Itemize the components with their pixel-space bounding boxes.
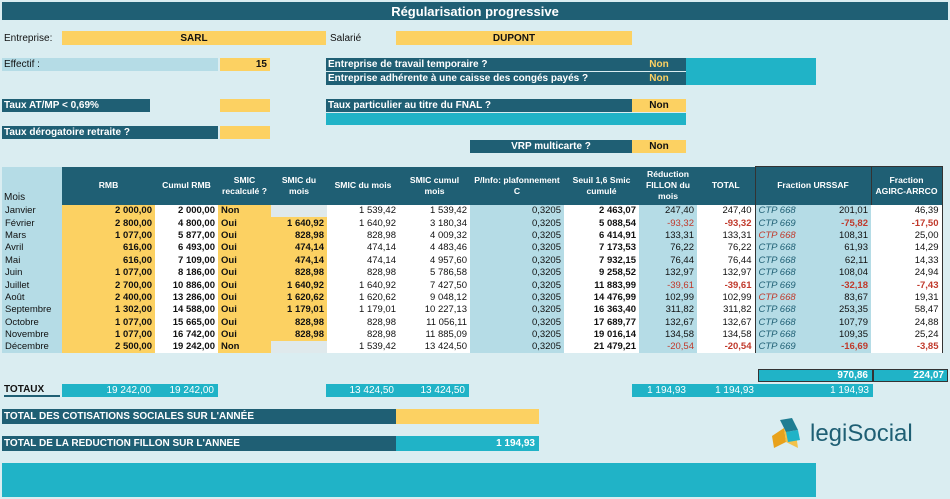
totaux-smic-du-mois: 13 424,50 bbox=[326, 384, 398, 397]
rmb-cell[interactable]: 2 500,00 bbox=[62, 341, 155, 353]
rmb-cell[interactable]: 2 400,00 bbox=[62, 291, 155, 303]
agirc-cell: 25,00 bbox=[871, 229, 942, 241]
logo-cube-icon bbox=[766, 414, 806, 454]
ctp-cell: CTP 668 bbox=[755, 291, 827, 303]
agirc-cell: 14,29 bbox=[871, 242, 942, 254]
urssaf-cell: 107,79 bbox=[827, 316, 871, 328]
seuil-cell: 19 016,14 bbox=[564, 328, 639, 340]
agirc-cell: 14,33 bbox=[871, 254, 942, 266]
rmb-cell[interactable]: 1 302,00 bbox=[62, 304, 155, 316]
agirc-cell: -17,50 bbox=[871, 217, 942, 229]
total-reduction-value: 1 194,93 bbox=[396, 436, 539, 451]
agirc-cell: -3,85 bbox=[871, 341, 942, 353]
totaux-rmb: 19 242,00 bbox=[62, 384, 155, 397]
urssaf-cell: -16,69 bbox=[827, 341, 871, 353]
smic-du-mois-cell[interactable]: 1 620,62 bbox=[271, 291, 327, 303]
agirc-cell: 58,47 bbox=[871, 304, 942, 316]
smic-cumul-cell: 7 427,50 bbox=[399, 279, 470, 291]
pinfo-cell: 0,3205 bbox=[470, 328, 564, 340]
ctp-cell: CTP 669 bbox=[755, 279, 827, 291]
mois-cell: Novembre bbox=[2, 328, 62, 340]
footer-bar bbox=[2, 463, 816, 497]
temporaire-select[interactable]: Non bbox=[632, 58, 686, 71]
table-row bbox=[2, 229, 942, 241]
mois-cell: Février bbox=[2, 217, 62, 229]
totaux-total: 1 194,93 bbox=[690, 384, 758, 397]
cumul-rmb-cell: 16 742,00 bbox=[155, 328, 218, 340]
pinfo-cell: 0,3205 bbox=[470, 217, 564, 229]
pinfo-cell: 0,3205 bbox=[470, 242, 564, 254]
taux-derog-field[interactable] bbox=[220, 126, 270, 139]
smic-cumul-cell: 4 957,60 bbox=[399, 254, 470, 266]
mois-header: Mois bbox=[2, 167, 62, 205]
pinfo-cell: 0,3205 bbox=[470, 254, 564, 266]
salarie-field[interactable]: DUPONT bbox=[396, 31, 632, 45]
table-row bbox=[2, 316, 942, 328]
cumul-rmb-cell: 8 186,00 bbox=[155, 266, 218, 278]
smic-du-mois2-cell: 474,14 bbox=[327, 242, 399, 254]
totaux-label: TOTAUX bbox=[4, 384, 60, 397]
pinfo-cell: 0,3205 bbox=[470, 341, 564, 353]
table-row bbox=[2, 328, 942, 340]
smic-cumul-cell: 11 885,09 bbox=[399, 328, 470, 340]
smic-cumul-cell: 11 056,11 bbox=[399, 316, 470, 328]
agirc-cell: 24,88 bbox=[871, 316, 942, 328]
reduction-cell: 132,97 bbox=[639, 266, 697, 278]
totaux-smic-cumul: 13 424,50 bbox=[398, 384, 469, 397]
mois-cell: Avril bbox=[2, 242, 62, 254]
smic-cumul-cell: 9 048,12 bbox=[399, 291, 470, 303]
ctp-cell: CTP 668 bbox=[755, 304, 827, 316]
smic-du-mois-cell[interactable]: 1 640,92 bbox=[271, 217, 327, 229]
taux-derog-label: Taux dérogatoire retraite ? bbox=[2, 126, 218, 139]
seuil-cell: 7 932,15 bbox=[564, 254, 639, 266]
total-cotisations-value bbox=[396, 409, 539, 424]
total-cell: 134,58 bbox=[697, 328, 755, 340]
smic-du-mois-cell[interactable]: 1 640,92 bbox=[271, 279, 327, 291]
cumul-rmb-cell: 15 665,00 bbox=[155, 316, 218, 328]
cumul-rmb-header: Cumul RMB bbox=[155, 167, 218, 205]
pinfo-cell: 0,3205 bbox=[470, 205, 564, 217]
ctp-cell: CTP 668 bbox=[755, 266, 827, 278]
seuil-header: Seuil 1,6 Smic cumulé bbox=[564, 167, 639, 205]
mois-cell: Octobre bbox=[2, 316, 62, 328]
urssaf-cell: 108,31 bbox=[827, 229, 871, 241]
ctp-cell: CTP 669 bbox=[755, 217, 827, 229]
seuil-cell: 21 479,21 bbox=[564, 341, 639, 353]
pinfo-cell: 0,3205 bbox=[470, 316, 564, 328]
rmb-cell[interactable]: 2 000,00 bbox=[62, 205, 155, 217]
mois-cell: Mars bbox=[2, 229, 62, 241]
salarie-label: Salarié bbox=[330, 32, 362, 44]
total-cell: 76,22 bbox=[697, 242, 755, 254]
mois-cell: Décembre bbox=[2, 341, 62, 353]
effectif-field[interactable]: 15 bbox=[220, 58, 270, 71]
smic-du-mois-cell[interactable]: 474,14 bbox=[271, 242, 327, 254]
cumul-rmb-cell: 14 588,00 bbox=[155, 304, 218, 316]
ctp-cell: CTP 668 bbox=[755, 254, 827, 266]
agirc-cell: -7,43 bbox=[871, 279, 942, 291]
reduction-header: Réduction FILLON du mois bbox=[639, 167, 697, 205]
smic-recalc-cell[interactable]: Oui bbox=[218, 304, 271, 316]
reduction-cell: 76,22 bbox=[639, 242, 697, 254]
urssaf-cell: 108,04 bbox=[827, 266, 871, 278]
cumul-rmb-cell: 5 877,00 bbox=[155, 229, 218, 241]
effectif-label: Effectif : bbox=[2, 58, 218, 71]
total-cell: -39,61 bbox=[697, 279, 755, 291]
smic-du-mois2-cell: 828,98 bbox=[327, 266, 399, 278]
total-cell: 133,31 bbox=[697, 229, 755, 241]
seuil-cell: 16 363,40 bbox=[564, 304, 639, 316]
agirc-cell: 19,31 bbox=[871, 291, 942, 303]
pinfo-cell: 0,3205 bbox=[470, 229, 564, 241]
agirc-header: Fraction AGIRC-ARRCO bbox=[871, 167, 942, 205]
total-cell: 102,99 bbox=[697, 291, 755, 303]
rmb-cell[interactable]: 1 077,00 bbox=[62, 229, 155, 241]
smic-du-mois2-cell: 1 640,92 bbox=[327, 217, 399, 229]
cumul-rmb-cell: 19 242,00 bbox=[155, 341, 218, 353]
totaux-fraction: 1 194,93 bbox=[758, 384, 873, 397]
smic-du-mois2-cell: 828,98 bbox=[327, 328, 399, 340]
fnal-info-box bbox=[326, 113, 686, 125]
urssaf-cell: 62,11 bbox=[827, 254, 871, 266]
smic-cumul-cell: 4 483,46 bbox=[399, 242, 470, 254]
smic-du-mois2-cell: 1 539,42 bbox=[327, 205, 399, 217]
urssaf-cell: -75,82 bbox=[827, 217, 871, 229]
ctp-cell: CTP 668 bbox=[755, 205, 827, 217]
seuil-cell: 17 689,77 bbox=[564, 316, 639, 328]
total-reduction-label: TOTAL DE LA REDUCTION FILLON SUR L'ANNEE bbox=[2, 436, 396, 451]
subtotal-urssaf: 970,86 bbox=[758, 369, 873, 382]
rmb-cell[interactable]: 2 800,00 bbox=[62, 217, 155, 229]
conges-select[interactable]: Non bbox=[632, 72, 686, 85]
seuil-cell: 6 414,91 bbox=[564, 229, 639, 241]
table-row bbox=[2, 291, 942, 303]
agirc-cell: 24,94 bbox=[871, 266, 942, 278]
temporaire-info-box bbox=[686, 58, 816, 85]
rmb-cell[interactable]: 1 077,00 bbox=[62, 328, 155, 340]
smic-du-mois2-cell: 1 640,92 bbox=[327, 279, 399, 291]
reduction-cell: 102,99 bbox=[639, 291, 697, 303]
smic-du-mois-cell[interactable] bbox=[271, 205, 327, 217]
smic-recalc-cell[interactable]: Oui bbox=[218, 279, 271, 291]
urssaf-cell: 83,67 bbox=[827, 291, 871, 303]
smic-cumul-cell: 10 227,13 bbox=[399, 304, 470, 316]
smic-recalc-cell[interactable]: Oui bbox=[218, 242, 271, 254]
total-cell: 132,67 bbox=[697, 316, 755, 328]
seuil-cell: 14 476,99 bbox=[564, 291, 639, 303]
mois-cell: Septembre bbox=[2, 304, 62, 316]
taux-atmp-label: Taux AT/MP < 0,69% bbox=[2, 99, 150, 112]
logo-text: legiSocial bbox=[810, 420, 913, 447]
smic-du-mois-cell[interactable]: 828,98 bbox=[271, 316, 327, 328]
reduction-cell: 247,40 bbox=[639, 205, 697, 217]
cumul-rmb-cell: 2 000,00 bbox=[155, 205, 218, 217]
mois-cell: Mai bbox=[2, 254, 62, 266]
totaux-cumul: 19 242,00 bbox=[155, 384, 218, 397]
taux-fnal-select[interactable]: Non bbox=[632, 99, 686, 112]
ctp-cell: CTP 669 bbox=[755, 341, 827, 353]
smic-du-mois-header: SMIC du mois bbox=[271, 167, 327, 205]
urssaf-cell: 61,93 bbox=[827, 242, 871, 254]
vrp-label: VRP multicarte ? bbox=[470, 140, 632, 153]
smic-du-mois2-cell: 474,14 bbox=[327, 254, 399, 266]
total-cell: -93,32 bbox=[697, 217, 755, 229]
smic-cumul-cell: 3 180,34 bbox=[399, 217, 470, 229]
reduction-cell: -20,54 bbox=[639, 341, 697, 353]
mois-cell: Janvier bbox=[2, 205, 62, 217]
rmb-cell[interactable]: 616,00 bbox=[62, 254, 155, 266]
cumul-rmb-cell: 4 800,00 bbox=[155, 217, 218, 229]
urssaf-cell: 109,35 bbox=[827, 328, 871, 340]
reduction-cell: 134,58 bbox=[639, 328, 697, 340]
smic-cumul-header: SMIC cumul mois bbox=[399, 167, 470, 205]
pinfo-cell: 0,3205 bbox=[470, 279, 564, 291]
smic-cumul-cell: 1 539,42 bbox=[399, 205, 470, 217]
mois-cell: Août bbox=[2, 291, 62, 303]
smic-recalc-cell[interactable]: Non bbox=[218, 205, 271, 217]
agirc-cell: 46,39 bbox=[871, 205, 942, 217]
smic-recalc-cell[interactable]: Oui bbox=[218, 266, 271, 278]
regularisation-table bbox=[2, 166, 943, 353]
ctp-cell: CTP 668 bbox=[755, 316, 827, 328]
total-cell: 247,40 bbox=[697, 205, 755, 217]
subtotal-agirc: 224,07 bbox=[873, 369, 948, 382]
smic-recalc-header: SMIC recalculé ? bbox=[218, 167, 271, 205]
urssaf-header: Fraction URSSAF bbox=[755, 167, 871, 205]
reduction-cell: 76,44 bbox=[639, 254, 697, 266]
smic-recalc-cell[interactable]: Oui bbox=[218, 229, 271, 241]
taux-fnal-label: Taux particulier au titre du FNAL ? bbox=[326, 99, 632, 112]
smic-du-mois-cell[interactable]: 474,14 bbox=[271, 254, 327, 266]
smic-du-mois-cell[interactable]: 828,98 bbox=[271, 328, 327, 340]
smic-cumul-cell: 13 424,50 bbox=[399, 341, 470, 353]
pinfo-cell: 0,3205 bbox=[470, 266, 564, 278]
reduction-cell: 133,31 bbox=[639, 229, 697, 241]
ctp-cell: CTP 668 bbox=[755, 328, 827, 340]
smic-du-mois-cell[interactable]: 828,98 bbox=[271, 266, 327, 278]
seuil-cell: 11 883,99 bbox=[564, 279, 639, 291]
smic-du-mois-cell[interactable]: 1 179,01 bbox=[271, 304, 327, 316]
reduction-cell: 132,67 bbox=[639, 316, 697, 328]
smic-du-mois-cell[interactable] bbox=[271, 341, 327, 353]
ctp-cell: CTP 668 bbox=[755, 242, 827, 254]
reduction-cell: -39,61 bbox=[639, 279, 697, 291]
smic-du-mois-cell[interactable]: 828,98 bbox=[271, 229, 327, 241]
table-row bbox=[2, 242, 942, 254]
urssaf-cell: 253,35 bbox=[827, 304, 871, 316]
pinfo-header: P/Info: plafonnement C bbox=[470, 167, 564, 205]
rmb-cell[interactable]: 1 077,00 bbox=[62, 316, 155, 328]
smic-cumul-cell: 4 009,32 bbox=[399, 229, 470, 241]
smic-recalc-cell[interactable]: Non bbox=[218, 341, 271, 353]
total-header: TOTAL bbox=[697, 167, 755, 205]
total-cell: 132,97 bbox=[697, 266, 755, 278]
mois-cell: Juin bbox=[2, 266, 62, 278]
smic-recalc-cell[interactable]: Oui bbox=[218, 328, 271, 340]
total-cell: 76,44 bbox=[697, 254, 755, 266]
conges-question: Entreprise adhérente à une caisse des congés payés ? bbox=[326, 72, 632, 85]
mois-cell: Juillet bbox=[2, 279, 62, 291]
urssaf-cell: 201,01 bbox=[827, 205, 871, 217]
total-cell: -20,54 bbox=[697, 341, 755, 353]
page-title: Régularisation progressive bbox=[2, 2, 948, 20]
totaux-reduction: 1 194,93 bbox=[632, 384, 690, 397]
seuil-cell: 7 173,53 bbox=[564, 242, 639, 254]
ctp-cell: CTP 668 bbox=[755, 229, 827, 241]
smic-cumul-cell: 5 786,58 bbox=[399, 266, 470, 278]
rmb-cell[interactable]: 1 077,00 bbox=[62, 266, 155, 278]
table-row bbox=[2, 254, 942, 266]
cumul-rmb-cell: 10 886,00 bbox=[155, 279, 218, 291]
smic-recalc-cell[interactable]: Oui bbox=[218, 316, 271, 328]
smic-du-mois2-cell: 828,98 bbox=[327, 229, 399, 241]
smic-du-mois2-cell: 1 620,62 bbox=[327, 291, 399, 303]
legisocial-logo bbox=[766, 414, 946, 454]
temporaire-question: Entreprise de travail temporaire ? bbox=[326, 58, 632, 71]
table-row bbox=[2, 217, 942, 229]
smic-du-mois2-header: SMIC du mois bbox=[327, 167, 399, 205]
smic-recalc-cell[interactable]: Oui bbox=[218, 291, 271, 303]
agirc-cell: 25,24 bbox=[871, 328, 942, 340]
pinfo-cell: 0,3205 bbox=[470, 304, 564, 316]
total-cell: 311,82 bbox=[697, 304, 755, 316]
smic-recalc-cell[interactable]: Oui bbox=[218, 254, 271, 266]
seuil-cell: 5 088,54 bbox=[564, 217, 639, 229]
total-cotisations-label: TOTAL DES COTISATIONS SOCIALES SUR L'ANNÉE bbox=[2, 409, 396, 424]
rmb-cell[interactable]: 616,00 bbox=[62, 242, 155, 254]
entreprise-label: Entreprise: bbox=[4, 32, 53, 44]
urssaf-cell: -32,18 bbox=[827, 279, 871, 291]
cumul-rmb-cell: 13 286,00 bbox=[155, 291, 218, 303]
pinfo-cell: 0,3205 bbox=[470, 291, 564, 303]
table-row bbox=[2, 304, 942, 316]
smic-du-mois2-cell: 1 539,42 bbox=[327, 341, 399, 353]
vrp-select[interactable]: Non bbox=[632, 140, 686, 153]
entreprise-field[interactable]: SARL bbox=[62, 31, 326, 45]
seuil-cell: 2 463,07 bbox=[564, 205, 639, 217]
rmb-header: RMB bbox=[62, 167, 155, 205]
cumul-rmb-cell: 6 493,00 bbox=[155, 242, 218, 254]
smic-du-mois2-cell: 828,98 bbox=[327, 316, 399, 328]
table-row bbox=[2, 341, 942, 353]
smic-recalc-cell[interactable]: Oui bbox=[218, 217, 271, 229]
cumul-rmb-cell: 7 109,00 bbox=[155, 254, 218, 266]
rmb-cell[interactable]: 2 700,00 bbox=[62, 279, 155, 291]
taux-atmp-field[interactable] bbox=[220, 99, 270, 112]
reduction-cell: -93,32 bbox=[639, 217, 697, 229]
table-row bbox=[2, 205, 942, 217]
reduction-cell: 311,82 bbox=[639, 304, 697, 316]
table-row bbox=[2, 266, 942, 278]
seuil-cell: 9 258,52 bbox=[564, 266, 639, 278]
table-row bbox=[2, 279, 942, 291]
smic-du-mois2-cell: 1 179,01 bbox=[327, 304, 399, 316]
